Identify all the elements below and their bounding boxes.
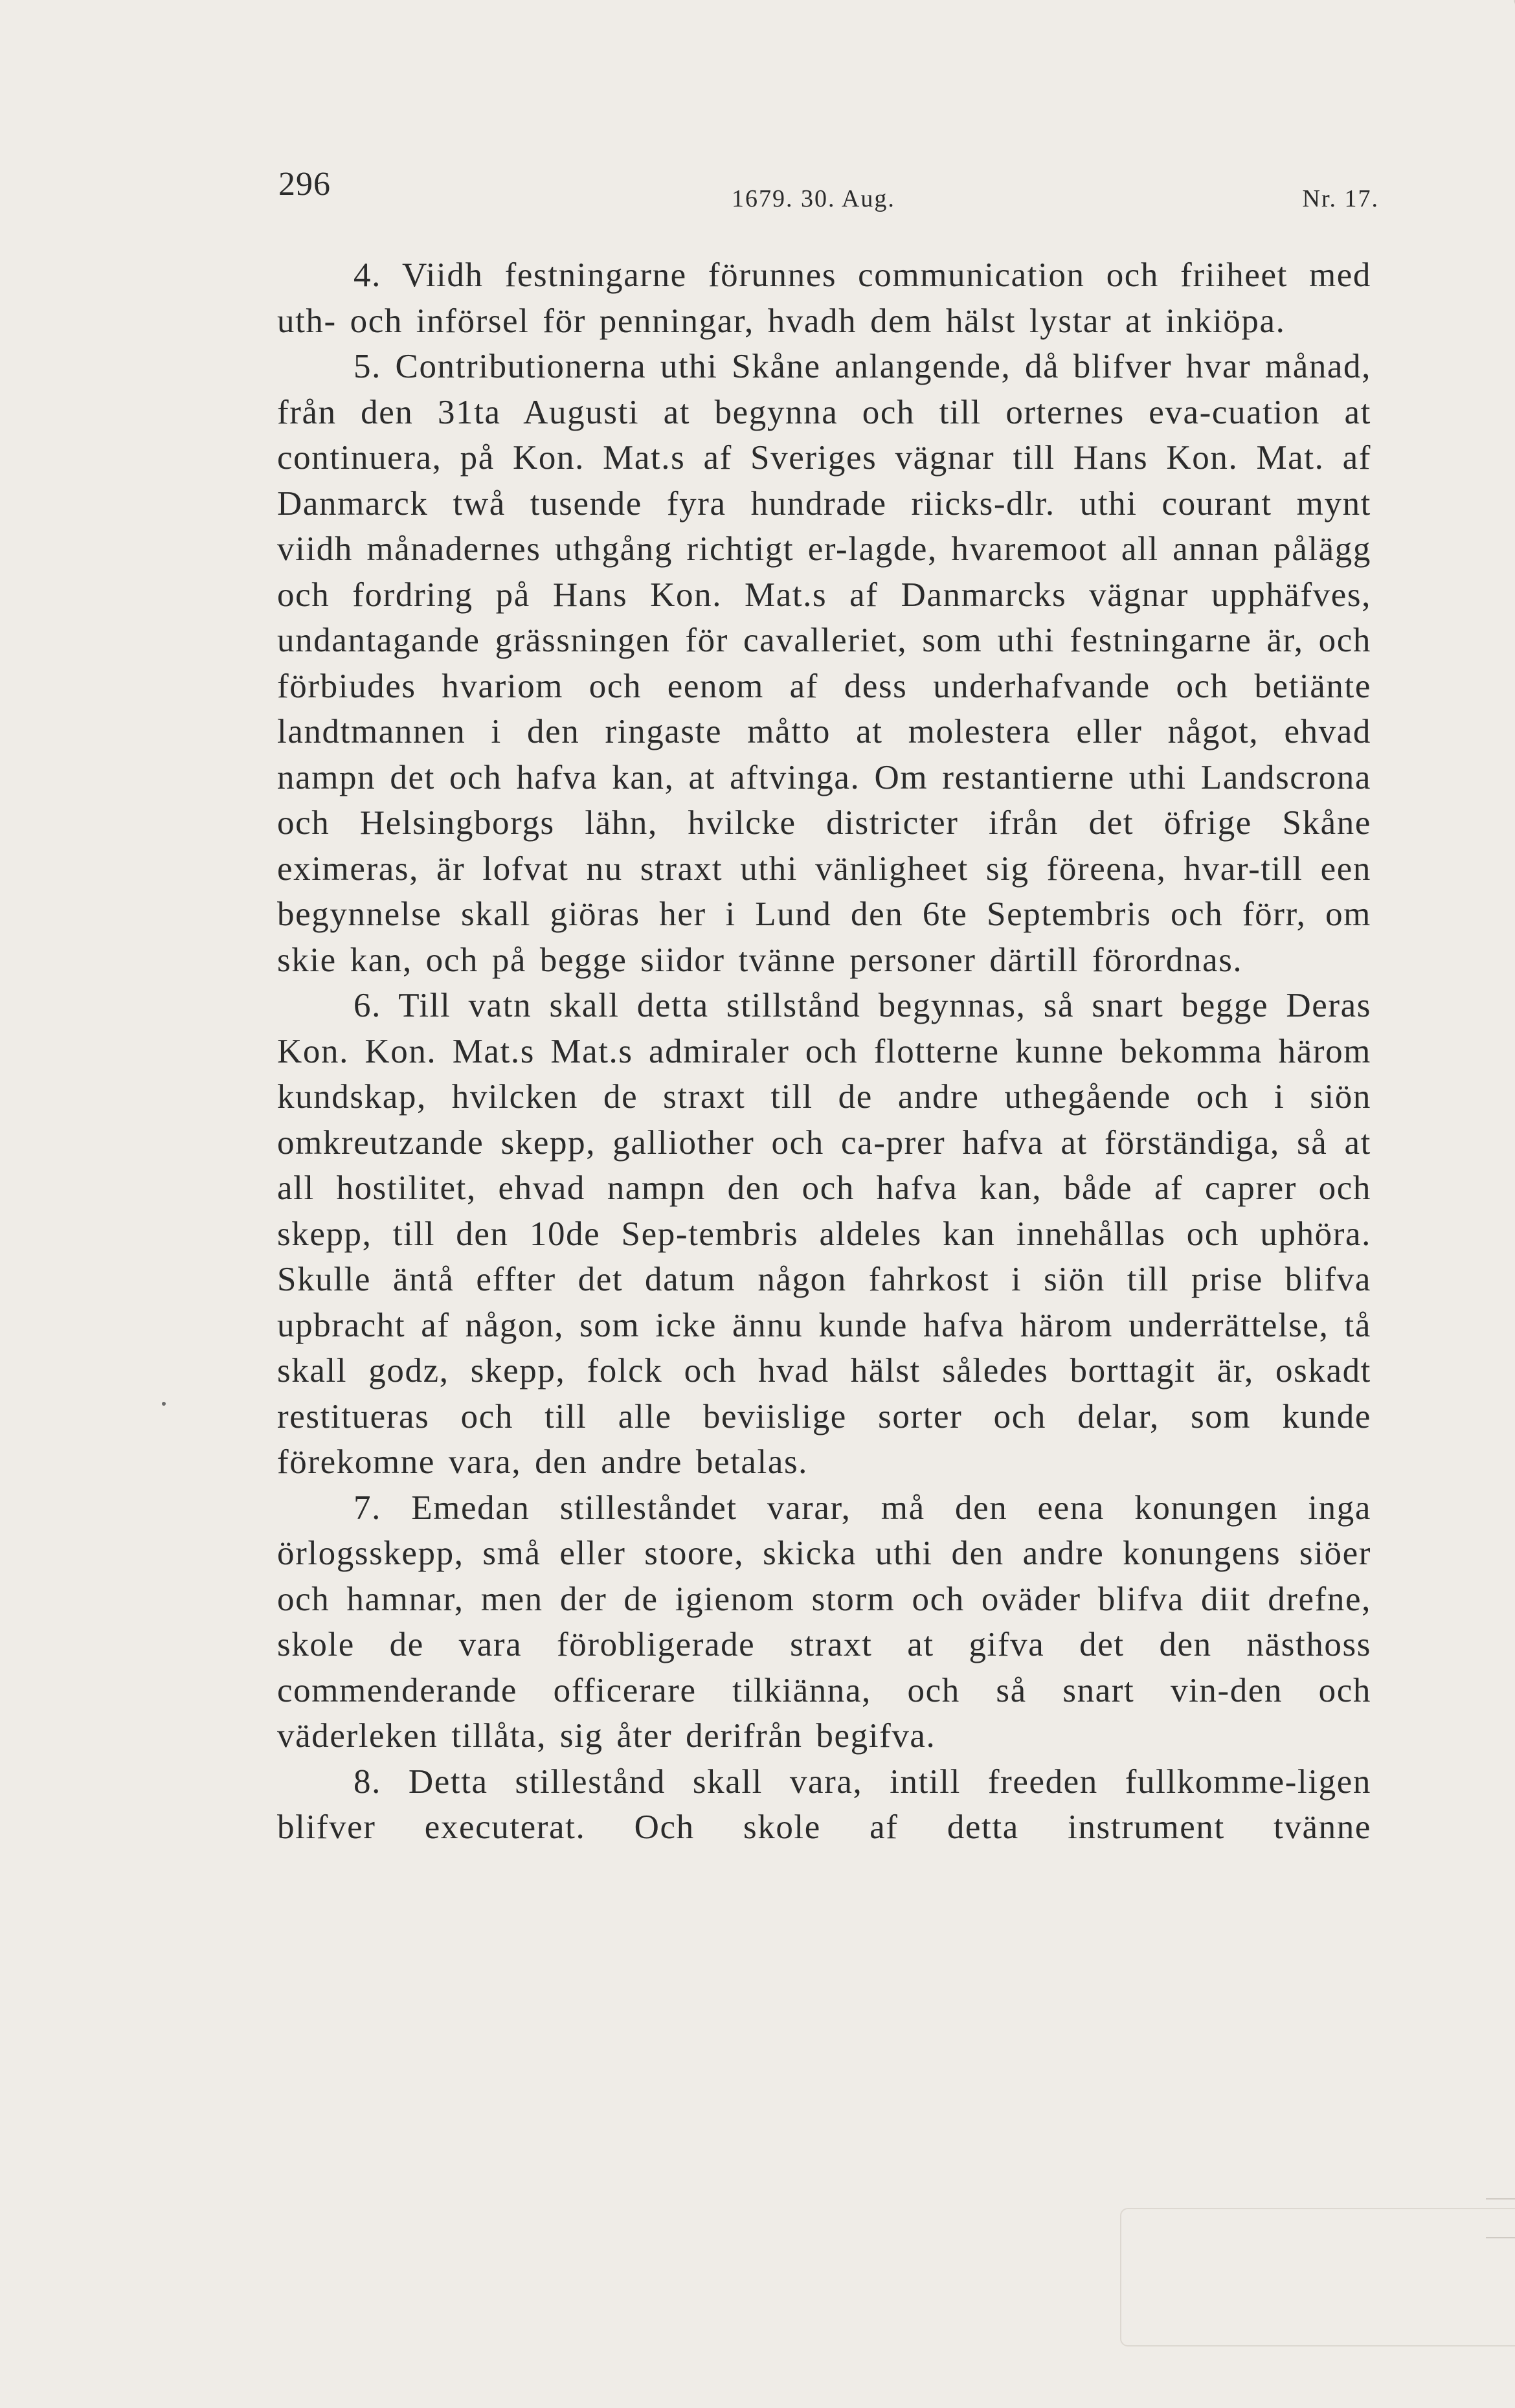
header-date: 1679. 30. Aug. — [732, 185, 895, 212]
page-number: 296 — [278, 166, 331, 203]
scan-corner-frame — [1120, 2208, 1515, 2346]
page-edge-rule — [1486, 2198, 1515, 2200]
paragraph-8: 8. Detta stillestånd skall vara, intill freeden fullkomme-ligen blifver executerat. Och skole af detta instrument tvänne — [277, 1762, 1371, 1846]
body-text — [277, 253, 1371, 1851]
paragraph-4: 4. Viidh festningarne förunnes communication och friiheet med uth- och införsel för penningar, hvadh dem hälst lystar at inkiöpa. — [277, 256, 1371, 340]
scan-speck — [162, 1402, 166, 1406]
paragraph-7: 7. Emedan stilleståndet varar, må den eena konungen inga örlogsskepp, små eller stoore, skicka uthi den andre konungens siöer och hamnar, men der de igienom storm och oväder blifva diit drefne, skole de vara förobligerade straxt at gifva det den nästhoss commenderande officerare tilkiänna, och så snart vin-den och väderleken tillåta, sig åter derifrån begifva. — [277, 1489, 1371, 1755]
page-header — [278, 165, 1379, 223]
paragraph-5: 5. Contributionerna uthi Skåne anlangende, då blifver hvar månad, från den 31ta Augusti at begynna och till orternes eva-cuation at continuera, på Kon. Mat.s af Sveriges vägnar till Hans Kon. Mat. af Danmarck twå tusende fyra hundrade riicks-dlr. uthi courant mynt viidh månadernes uthgång richtigt er-lagde, hvaremoot all annan pålägg och fordring på Hans Kon. Mat.s af Danmarcks vägnar upphäfves, undantagande grässningen för cavalleriet, som uthi festningarne är, och förbiudes hvariom och eenom af dess underhafvande och betiänte landtmannen i den ringaste måtto at molestera eller något, ehvad nampn det och hafva kan, at aftvinga. Om restantierne uthi Landscrona och Helsingborgs lähn, hvilcke districter ifrån det öfrige Skåne eximeras, är lofvat nu straxt uthi vänligheet sig föreena, hvar-till een begynnelse skall giöras her i Lund den 6te Septembris och förr, om skie kan, och på begge siidor tvänne personer därtill förordnas. — [277, 348, 1371, 979]
document-number: Nr. 17. — [1302, 185, 1379, 212]
paragraph-6: 6. Till vatn skall detta stillstånd begynnas, så snart begge Deras Kon. Kon. Mat.s Mat.s admiraler och flotterne kunne bekomma härom kundskap, hvilcken de straxt till de andre uthegående och i siön omkreutzande skepp, galliother och ca-prer hafva at förständiga, så at all hostilitet, ehvad nampn den och hafva kan, både af caprer och skepp, till den 10de Sep-tembris aldeles kan innehållas och uphöra. Skulle äntå effter det datum någon fahrkost i siön till prise blifva upbracht af någon, som icke ännu kunde hafva härom underrättelse, tå skall godz, skepp, folck och hvad hälst således borttagit är, oskadt restitueras och till alle beviislige sorter och delar, som kunde förekomne vara, den andre betalas. — [277, 987, 1371, 1481]
